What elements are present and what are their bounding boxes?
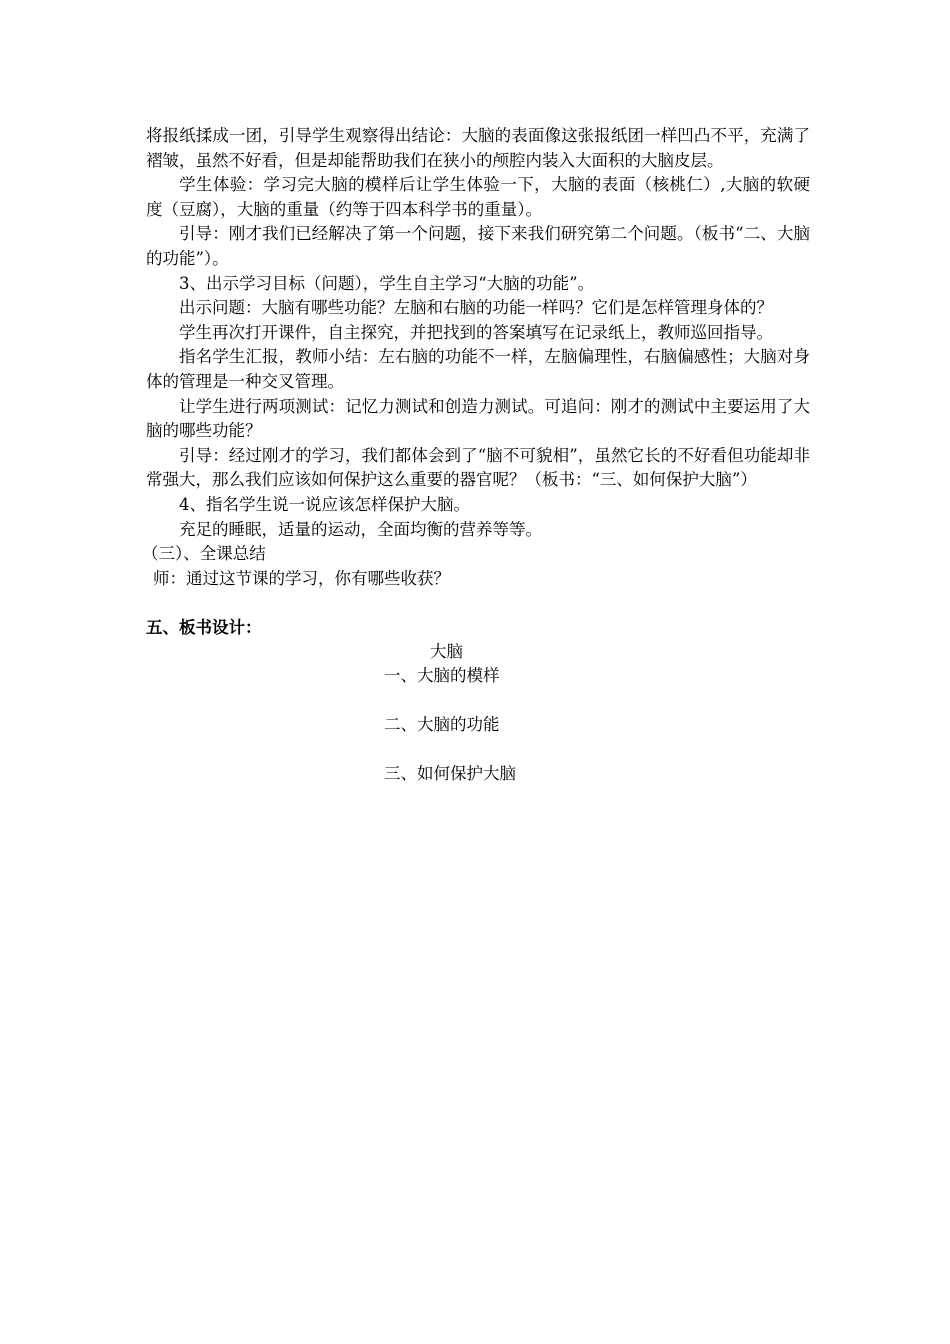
section-heading-board-design: 五、板书设计： [146,617,262,637]
paragraph-guide-second-question: 引导：刚才我们已经解决了第一个问题，接下来我们研究第二个问题。（板书“二、大脑的功能”）。 [146,224,810,268]
board-item-function: 二、大脑的功能 [384,715,500,735]
board-design [146,640,810,800]
paragraph-self-study: 学生再次打开课件，自主探究，并把找到的答案填写在记录纸上，教师巡回指导。 [179,322,773,342]
paragraph-questions: 出示问题：大脑有哪些功能？左脑和右脑的功能一样吗？它们是怎样管理身体的？ [179,298,773,318]
paragraph-guide-protect: 引导：经过刚才的学习，我们都体会到了“脑不可貌相”，虽然它长的不好看但功能却非常强大，那么我们应该如何保护这么重要的器官呢？（板书：“三、如何保护大脑”） [146,445,810,490]
paragraph-how-to-protect: 4、指名学生说一说应该怎样保护大脑。 [179,494,470,514]
paragraph-newspaper: 将报纸揉成一团，引导学生观察得出结论：大脑的表面像这张报纸团一样凹凸不平，充满了褶皱，虽然不好看，但是却能帮助我们在狭小的颅腔内装入大面积的大脑皮层。 [146,126,810,170]
board-item-protection: 三、如何保护大脑 [384,764,516,784]
blank-line [146,591,810,616]
document-page [142,124,810,800]
board-title: 大脑 [430,642,463,662]
paragraph-protect-answer: 充足的睡眠，适量的运动，全面均衡的营养等等。 [179,519,542,539]
paragraph-report-summary: 指名学生汇报，教师小结：左右脑的功能不一样，左脑偏理性，右脑偏感性；大脑对身体的管理是一种交叉管理。 [146,347,810,391]
teacher-question: 师：通过这节课的学习，你有哪些收获？ [153,568,450,588]
paragraph-tests: 让学生进行两项测试：记忆力测试和创造力测试。可追问：刚才的测试中主要运用了大脑的哪些功能？ [146,396,810,441]
summary-heading: （三）、全课总结 [142,544,266,564]
board-item-appearance: 一、大脑的模样 [384,666,500,686]
paragraph-learning-goal: 3、出示学习目标（问题），学生自主学习“大脑的功能”。 [179,273,595,293]
paragraph-student-experience: 学生体验：学习完大脑的模样后让学生体验一下，大脑的表面（核桃仁）,大脑的软硬度（豆腐），大脑的重量（约等于四本科学书的重量）。 [146,175,810,219]
